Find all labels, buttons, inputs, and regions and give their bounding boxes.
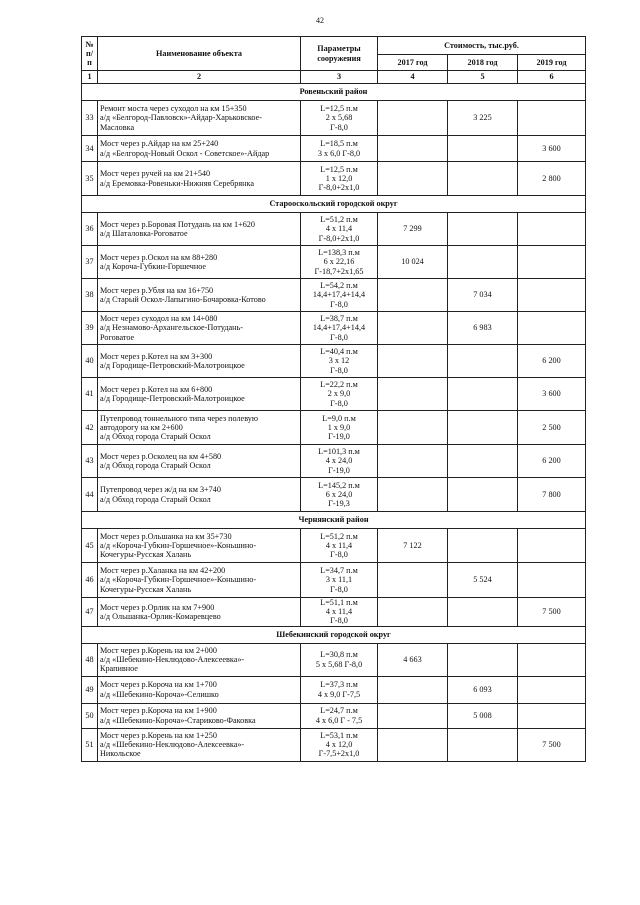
structure-params: L=38,7 п.м 14,4+17,4+14,4 Г-8,0 <box>301 312 378 345</box>
row-number: 39 <box>82 312 98 345</box>
object-name: Путепровод тоннельного типа через полевую автодорогу на км 2+600 а/д Обход города Старый Оскол <box>98 411 301 445</box>
page-number: 42 <box>316 16 324 25</box>
cost-2019 <box>518 312 586 345</box>
cost-2017: 10 024 <box>378 246 448 279</box>
cost-2018: 5 524 <box>448 563 518 598</box>
row-number: 50 <box>82 703 98 728</box>
structure-params: L=53,1 п.м 4 х 12,0 Г-7,5+2х1,0 <box>301 728 378 761</box>
row-number: 36 <box>82 213 98 246</box>
cost-2019: 7 500 <box>518 598 586 627</box>
object-name: Мост через р.Боровая Потудань на км 1+620 а/д Шаталовка-Роговатое <box>98 213 301 246</box>
structure-params: L=145,2 п.м 6 х 24,0 Г-19,3 <box>301 478 378 512</box>
section-title: Чернянский район <box>82 512 586 529</box>
structure-params: L=34,7 п.м 3 х 11,1 Г-8,0 <box>301 563 378 598</box>
cost-2019: 3 600 <box>518 136 586 162</box>
row-number: 45 <box>82 529 98 563</box>
structure-params: L=138,3 п.м 6 х 22,16 Г-18,7+2х1,65 <box>301 246 378 279</box>
table-row <box>82 643 586 676</box>
object-name: Мост через р.Ольшанка на км 35+730 а/д «Короча-Губкин-Горшечное»-Коньшино- Кочегуры-Русская Халань <box>98 529 301 563</box>
column-number: 6 <box>518 71 586 84</box>
structure-params: L=37,3 п.м 4 х 9,0 Г-7,5 <box>301 676 378 703</box>
object-name: Мост через суходол на км 14+080 а/д Незнамово-Архангельское-Потудань- Роговатое <box>98 312 301 345</box>
cost-2018 <box>448 445 518 478</box>
table-row <box>82 703 586 728</box>
cost-2019: 6 200 <box>518 345 586 378</box>
structure-params: L=18,5 п.м 3 х 6,0 Г-8,0 <box>301 136 378 162</box>
cost-2019 <box>518 101 586 136</box>
cost-2017 <box>378 101 448 136</box>
table-row <box>82 312 586 345</box>
header-year-2019: 2019 год <box>518 55 586 71</box>
structure-params: L=12,5 п.м 1 х 12,0 Г-8,0+2х1,0 <box>301 162 378 196</box>
cost-2017 <box>378 445 448 478</box>
table-row <box>82 445 586 478</box>
column-number: 3 <box>301 71 378 84</box>
bridge-cost-table <box>81 36 586 762</box>
cost-2018 <box>448 378 518 411</box>
cost-2019: 3 600 <box>518 378 586 411</box>
row-number: 40 <box>82 345 98 378</box>
cost-2018 <box>448 643 518 676</box>
row-number: 47 <box>82 598 98 627</box>
cost-2018 <box>448 136 518 162</box>
structure-params: L=30,8 п.м 5 х 5,68 Г-8,0 <box>301 643 378 676</box>
cost-2018 <box>448 411 518 445</box>
section-row <box>82 196 586 213</box>
cost-2018: 3 225 <box>448 101 518 136</box>
object-name: Мост через р.Корень на км 1+250 а/д «Шебекино-Неклюдово-Алексеевка»- Никольское <box>98 728 301 761</box>
table-row <box>82 676 586 703</box>
cost-2018 <box>448 478 518 512</box>
object-name: Ремонт моста через суходол на км 15+350 а/д «Белгород-Павловск»-Айдар-Харьковское- Масловка <box>98 101 301 136</box>
table-row <box>82 378 586 411</box>
row-number: 37 <box>82 246 98 279</box>
object-name: Мост через р.Котел на км 6+800 а/д Городище-Петровский-Малотроицкое <box>98 378 301 411</box>
object-name: Путепровод через ж/д на км 3+740 а/д Обход города Старый Оскол <box>98 478 301 512</box>
row-number: 35 <box>82 162 98 196</box>
structure-params: L=24,7 п.м 4 х 6,0 Г - 7,5 <box>301 703 378 728</box>
row-number: 43 <box>82 445 98 478</box>
section-row <box>82 626 586 643</box>
object-name: Мост через ручей на км 21+540 а/д Еремовка-Ровеньки-Нижняя Серебрянка <box>98 162 301 196</box>
header-num: № п/п <box>82 37 98 71</box>
cost-2019 <box>518 676 586 703</box>
row-number: 51 <box>82 728 98 761</box>
section-title: Ровеньский район <box>82 84 586 101</box>
row-number: 46 <box>82 563 98 598</box>
column-number: 4 <box>378 71 448 84</box>
table-row <box>82 246 586 279</box>
cost-2017 <box>378 345 448 378</box>
column-number: 5 <box>448 71 518 84</box>
row-number: 48 <box>82 643 98 676</box>
table-row <box>82 411 586 445</box>
header-year-2018: 2018 год <box>448 55 518 71</box>
cost-2019 <box>518 213 586 246</box>
object-name: Мост через р.Корень на км 2+000 а/д «Шебекино-Неклюдово-Алексеевка»- Крапивное <box>98 643 301 676</box>
cost-2019 <box>518 563 586 598</box>
cost-2019: 2 800 <box>518 162 586 196</box>
section-row <box>82 84 586 101</box>
cost-2018 <box>448 529 518 563</box>
section-title: Шебекинский городской округ <box>82 626 586 643</box>
table-row <box>82 162 586 196</box>
object-name: Мост через р.Осколец на км 4+580 а/д Обход города Старый Оскол <box>98 445 301 478</box>
object-name: Мост через р.Короча на км 1+900 а/д «Шебекино-Короча»-Стариково-Факовка <box>98 703 301 728</box>
cost-2017 <box>378 136 448 162</box>
cost-2017 <box>378 378 448 411</box>
header-name: Наименование объекта <box>98 37 301 71</box>
cost-2019: 7 800 <box>518 478 586 512</box>
row-number: 38 <box>82 279 98 312</box>
cost-2019: 7 500 <box>518 728 586 761</box>
structure-params: L=101,3 п.м 4 х 24,0 Г-19,0 <box>301 445 378 478</box>
row-number: 49 <box>82 676 98 703</box>
cost-2019 <box>518 703 586 728</box>
header-cost: Стоимость, тыс.руб. <box>378 37 586 55</box>
cost-2019: 6 200 <box>518 445 586 478</box>
structure-params: L=51,1 п.м 4 х 11,4 Г-8,0 <box>301 598 378 627</box>
structure-params: L=51,2 п.м 4 х 11,4 Г-8,0 <box>301 529 378 563</box>
cost-2018: 6 983 <box>448 312 518 345</box>
cost-2017 <box>378 162 448 196</box>
object-name: Мост через р.Халанка на км 42+200 а/д «Короча-Губкин-Горшечное»-Коньшино- Кочегуры-Русская Халань <box>98 563 301 598</box>
row-number: 44 <box>82 478 98 512</box>
table-row <box>82 101 586 136</box>
section-title: Старооскольский городской округ <box>82 196 586 213</box>
structure-params: L=54,2 п.м 14,4+17,4+14,4 Г-8,0 <box>301 279 378 312</box>
structure-params: L=51,2 п.м 4 х 11,4 Г-8,0+2х1,0 <box>301 213 378 246</box>
table-row <box>82 563 586 598</box>
structure-params: L=12,5 п.м 2 х 5,68 Г-8,0 <box>301 101 378 136</box>
object-name: Мост через р.Короча на км 1+700 а/д «Шебекино-Короча»-Селишко <box>98 676 301 703</box>
cost-2018 <box>448 213 518 246</box>
row-number: 41 <box>82 378 98 411</box>
table-body <box>82 84 586 762</box>
cost-2017 <box>378 478 448 512</box>
table-row <box>82 598 586 627</box>
cost-2018: 6 093 <box>448 676 518 703</box>
cost-2017: 7 299 <box>378 213 448 246</box>
table-row <box>82 213 586 246</box>
cost-2018: 5 008 <box>448 703 518 728</box>
cost-2019 <box>518 279 586 312</box>
header-year-2017: 2017 год <box>378 55 448 71</box>
table-row <box>82 728 586 761</box>
cost-2018 <box>448 246 518 279</box>
cost-2017 <box>378 279 448 312</box>
cost-2017 <box>378 312 448 345</box>
cost-2017 <box>378 703 448 728</box>
object-name: Мост через р.Орлик на км 7+900 а/д Ольшанка-Орлик-Комаревцево <box>98 598 301 627</box>
cost-2017 <box>378 563 448 598</box>
column-number: 1 <box>82 71 98 84</box>
header-params: Параметры сооружения <box>301 37 378 71</box>
object-name: Мост через р.Айдар на км 25+240 а/д «Белгород-Новый Оскол - Советское»-Айдар <box>98 136 301 162</box>
table-row <box>82 279 586 312</box>
cost-2017 <box>378 728 448 761</box>
cost-2019 <box>518 246 586 279</box>
column-number: 2 <box>98 71 301 84</box>
cost-2018 <box>448 728 518 761</box>
structure-params: L=40,4 п.м 3 х 12 Г-8,0 <box>301 345 378 378</box>
cost-2018 <box>448 598 518 627</box>
cost-2017 <box>378 676 448 703</box>
cost-2018 <box>448 162 518 196</box>
row-number: 34 <box>82 136 98 162</box>
cost-2019 <box>518 529 586 563</box>
section-row <box>82 512 586 529</box>
cost-2019 <box>518 643 586 676</box>
row-number: 33 <box>82 101 98 136</box>
table-row <box>82 136 586 162</box>
object-name: Мост через р.Котел на км 3+300 а/д Городище-Петровский-Малотроицкое <box>98 345 301 378</box>
cost-2017 <box>378 598 448 627</box>
cost-2018: 7 034 <box>448 279 518 312</box>
structure-params: L=9,0 п.м 1 х 9,0 Г-19,0 <box>301 411 378 445</box>
table-row <box>82 345 586 378</box>
structure-params: L=22,2 п.м 2 х 9,0 Г-8,0 <box>301 378 378 411</box>
column-number-row <box>82 71 586 84</box>
object-name: Мост через р.Оскол на км 88+280 а/д Короча-Губкин-Горшечное <box>98 246 301 279</box>
table-row <box>82 529 586 563</box>
cost-2017: 7 122 <box>378 529 448 563</box>
object-name: Мост через р.Убля на км 16+750 а/д Старый Оскол-Лапыгино-Бочаровка-Котово <box>98 279 301 312</box>
row-number: 42 <box>82 411 98 445</box>
cost-2019: 2 500 <box>518 411 586 445</box>
table-row <box>82 478 586 512</box>
cost-2018 <box>448 345 518 378</box>
cost-2017 <box>378 411 448 445</box>
cost-2017: 4 663 <box>378 643 448 676</box>
